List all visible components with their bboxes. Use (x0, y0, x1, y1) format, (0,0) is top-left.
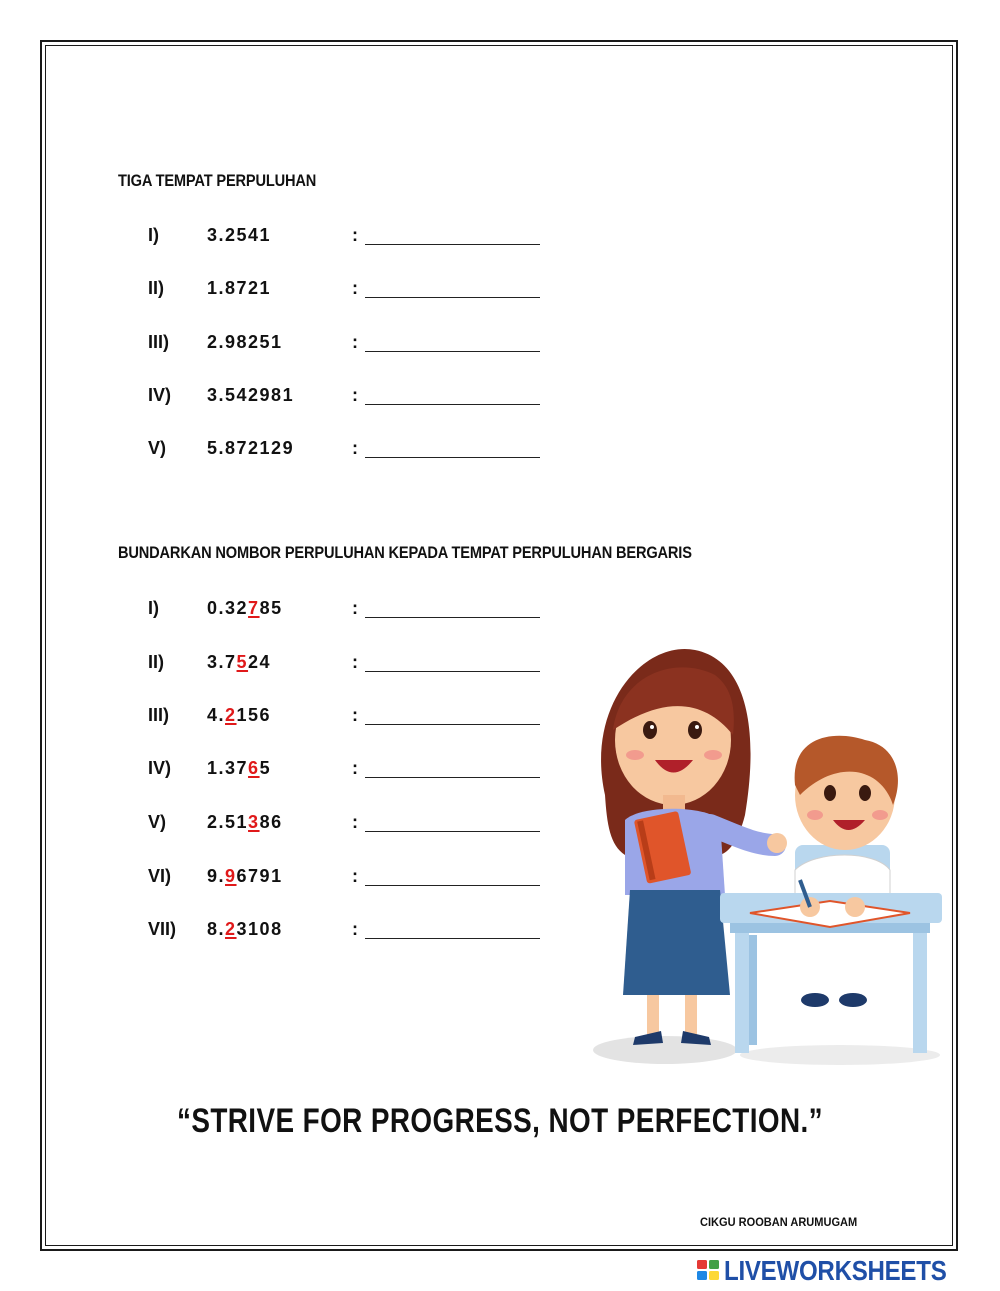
question-number: IV) (148, 385, 172, 405)
underlined-digit: 9 (225, 866, 237, 886)
question-row (0, 385, 560, 409)
question-number: V) (148, 438, 166, 458)
decimal-number: 3.542981 (207, 385, 295, 405)
number-suffix: 85 (259, 598, 283, 618)
answer-blank[interactable] (365, 457, 540, 458)
question-number: VI) (148, 866, 172, 886)
question-number: II) (148, 652, 164, 672)
teacher-and-student-illustration (585, 645, 945, 1070)
section2-title: BUNDARKAN NOMBOR PERPULUHAN KEPADA TEMPAT PERPULUHAN BERGARIS (118, 543, 692, 562)
decimal-number: 3.2541 (207, 225, 272, 245)
brand-logo (697, 1255, 997, 1285)
underlined-digit: 5 (236, 652, 249, 672)
question-row (0, 225, 560, 249)
colon: : (352, 598, 358, 618)
motivational-quote: “STRIVE FOR PROGRESS, NOT PERFECTION.” (176, 1102, 824, 1140)
number-prefix: 0.32 (207, 598, 249, 618)
number-suffix: 86 (259, 812, 283, 832)
underlined-digit: 2 (225, 919, 237, 939)
number-suffix: 24 (248, 652, 272, 672)
decimal-number: 5.872129 (207, 438, 295, 458)
decimal-number: 2.98251 (207, 332, 283, 352)
underlined-digit: 3 (248, 812, 260, 832)
question-number: VII) (148, 919, 177, 939)
colon: : (352, 652, 358, 672)
answer-blank[interactable] (365, 244, 540, 245)
question-number: III) (148, 332, 169, 352)
underlined-digit: 6 (248, 758, 260, 778)
answer-blank[interactable] (365, 671, 540, 672)
logo-tiles-icon (697, 1260, 721, 1282)
question-row (0, 652, 560, 676)
colon: : (352, 332, 358, 352)
author-name: CIKGU ROOBAN ARUMUGAM (700, 1215, 858, 1229)
question-row (0, 705, 560, 729)
question-row (0, 758, 560, 782)
number-prefix: 9. (207, 866, 226, 886)
question-row (0, 332, 560, 356)
decimal-number (207, 812, 283, 833)
question-number: I) (148, 598, 159, 618)
section1-title: TIGA TEMPAT PERPULUHAN (118, 171, 317, 190)
answer-blank[interactable] (365, 351, 540, 352)
answer-blank[interactable] (365, 724, 540, 725)
number-suffix: 156 (236, 705, 272, 725)
question-row (0, 812, 560, 836)
answer-blank[interactable] (365, 297, 540, 298)
answer-blank[interactable] (365, 404, 540, 405)
number-prefix: 3.7 (207, 652, 237, 672)
colon: : (352, 438, 358, 458)
question-number: IV) (148, 758, 172, 778)
brand-name: LIVEWORKSHEETS (724, 1255, 947, 1286)
decimal-number (207, 758, 271, 779)
answer-blank[interactable] (365, 885, 540, 886)
decimal-number (207, 652, 271, 673)
number-prefix: 4. (207, 705, 226, 725)
answer-blank[interactable] (365, 777, 540, 778)
colon: : (352, 385, 358, 405)
decimal-number: 1.8721 (207, 278, 272, 298)
colon: : (352, 278, 358, 298)
answer-blank[interactable] (365, 831, 540, 832)
number-suffix: 6791 (236, 866, 283, 886)
underlined-digit: 7 (248, 598, 260, 618)
number-prefix: 2.51 (207, 812, 249, 832)
colon: : (352, 705, 358, 725)
colon: : (352, 758, 358, 778)
question-number: III) (148, 705, 169, 725)
answer-blank[interactable] (365, 938, 540, 939)
question-row (0, 438, 560, 462)
answer-blank[interactable] (365, 617, 540, 618)
colon: : (352, 866, 358, 886)
number-suffix: 3108 (236, 919, 283, 939)
decimal-number (207, 866, 283, 887)
question-number: I) (148, 225, 159, 245)
question-row (0, 278, 560, 302)
question-row (0, 866, 560, 890)
decimal-number (207, 598, 283, 619)
number-prefix: 8. (207, 919, 226, 939)
number-prefix: 1.37 (207, 758, 249, 778)
question-number: II) (148, 278, 164, 298)
number-suffix: 5 (259, 758, 272, 778)
decimal-number (207, 919, 283, 940)
question-row (0, 919, 560, 943)
question-number: V) (148, 812, 166, 832)
colon: : (352, 225, 358, 245)
question-row (0, 598, 560, 622)
colon: : (352, 812, 358, 832)
colon: : (352, 919, 358, 939)
decimal-number (207, 705, 271, 726)
underlined-digit: 2 (225, 705, 237, 725)
